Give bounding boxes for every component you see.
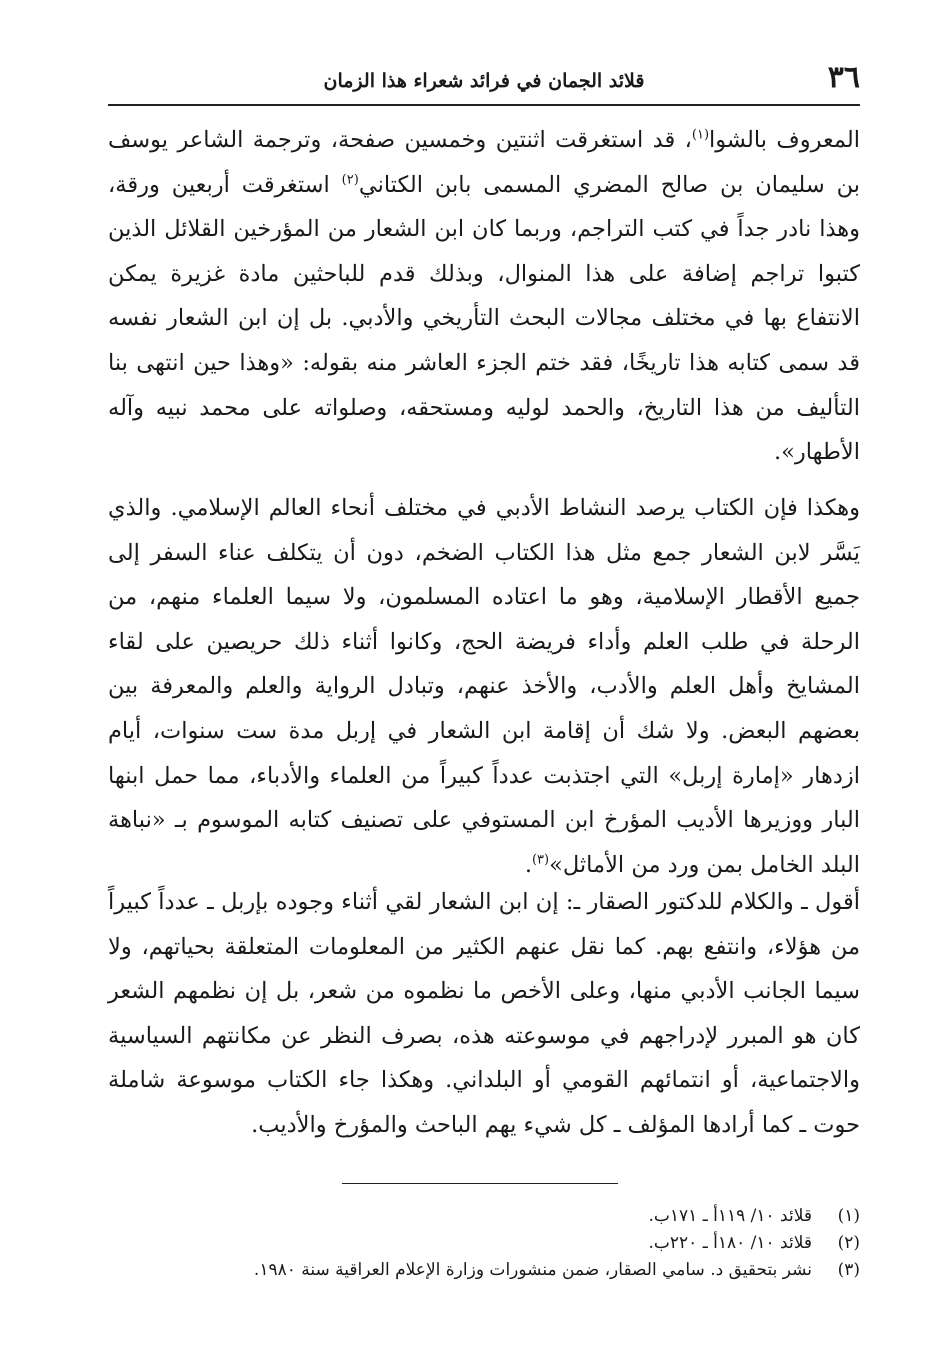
footnote-separator <box>342 1183 618 1184</box>
running-title: قلائد الجمان في فرائد شعراء هذا الزمان <box>323 70 645 92</box>
footnote-text: قلائد ١٠/ ١٨٠أ ـ ٢٢٠ب. <box>648 1233 812 1253</box>
paragraph-2 <box>108 486 860 887</box>
paragraph-1-text-a: المعروف بالشوا <box>709 127 860 153</box>
footnote-ref-1: (١) <box>691 127 710 143</box>
paragraph-3-text: أقول ـ والكلام للدكتور الصقار ـ: إن ابن الشعار لقي أثناء وجوده بإربل ـ عدداً كبيراً من هؤلاء، وانتفع بهم. كما نقل عنهم الكثير من المعلومات المتعلقة بحياتهم، ولا سيما الجانب الأدبي منها، وعلى الأخص ما نظموه من شعر، بل إن نظمهم الشعر كان هو المبرر لإدراجهم في موسوعته هذه، بصرف النظر عن مكانتهم السياسية والاجتماعية، أو انتمائهم القومي أو البلداني. وهكذا جاء الكتاب موسوعة شاملة حوت ـ كما أرادها المؤلف ـ كل شيء يهم الباحث والمؤرخ والأديب. <box>108 889 860 1138</box>
footnote-text: نشر بتحقيق د. سامي الصقار، ضمن منشورات وزارة الإعلام العراقية سنة ١٩٨٠. <box>253 1260 812 1280</box>
footnote-1 <box>108 1203 860 1230</box>
footnote-ref-2: (٢) <box>341 172 359 188</box>
footnotes <box>108 1203 860 1284</box>
footnote-ref-3: (٣) <box>531 852 550 868</box>
paragraph-3 <box>108 880 860 1148</box>
footnote-number: (١) <box>837 1206 860 1226</box>
paragraph-2-text-b: . <box>524 851 532 878</box>
footnote-text: قلائد ١٠/ ١١٩أ ـ ١٧١ب. <box>648 1206 812 1226</box>
paragraph-1 <box>108 118 860 475</box>
paragraph-1-text-c: استغرقت أربعين ورقة، وهذا نادر جداً في كتب التراجم، وربما كان ابن الشعار من المؤرخين القلائل الذين كتبوا تراجم إضافة على هذا المنوال، وبذلك قدم للباحثين مادة غزيرة يمكن الانتفاع بها في مختلف مجالات البحث التأريخي والأدبي. بل إن ابن الشعار نفسه قد سمى كتابه هذا تاريخًا، فقد ختم الجزء العاشر منه بقوله: «وهذا حين انتهى بنا التأليف من هذا التاريخ، والحمد لوليه ومستحقه، وصلواته على محمد نبيه وآله الأطهار». <box>108 171 860 466</box>
paragraph-1-text-b: ، قد استغرقت اثنتين وخمسين صفحة، وترجمة الشاعر يوسف بن سليمان بن صالح المضري المسمى بابن الكتاني <box>108 127 860 198</box>
footnote-3 <box>108 1257 860 1284</box>
footnote-number: (٢) <box>837 1233 860 1253</box>
page-header <box>108 58 860 106</box>
footnote-2 <box>108 1230 860 1257</box>
page-number: ٣٦ <box>827 60 860 95</box>
paragraph-2-text-a: وهكذا فإن الكتاب يرصد النشاط الأدبي في مختلف أنحاء العالم الإسلامي. والذي يَسَّر لابن الشعار جمع مثل هذا الكتاب الضخم، دون أن يتكلف عناء السفر إلى جميع الأقطار الإسلامية، وهو ما اعتاده المسلمون، ولا سيما العلماء منهم، من الرحلة في طلب العلم وأداء فريضة الحج، وكانوا أثناء ذلك حريصين على لقاء المشايخ وأهل العلم والأدب، والأخذ عنهم، وتبادل الرواية والعلم والمعرفة بين بعضهم البعض. ولا شك أن إقامة ابن الشعار في إربل مدة ست سنوات، أيام ازدهار «إمارة إربل» التي اجتذبت عدداً كبيراً من العلماء والأدباء، مما حمل ابنها البار ووزيرها الأديب المؤرخ ابن المستوفي على تصنيف كتابه الموسوم بـ «نباهة البلد الخامل بمن ورد من الأماثل» <box>108 495 860 878</box>
footnote-number: (٣) <box>837 1260 860 1280</box>
